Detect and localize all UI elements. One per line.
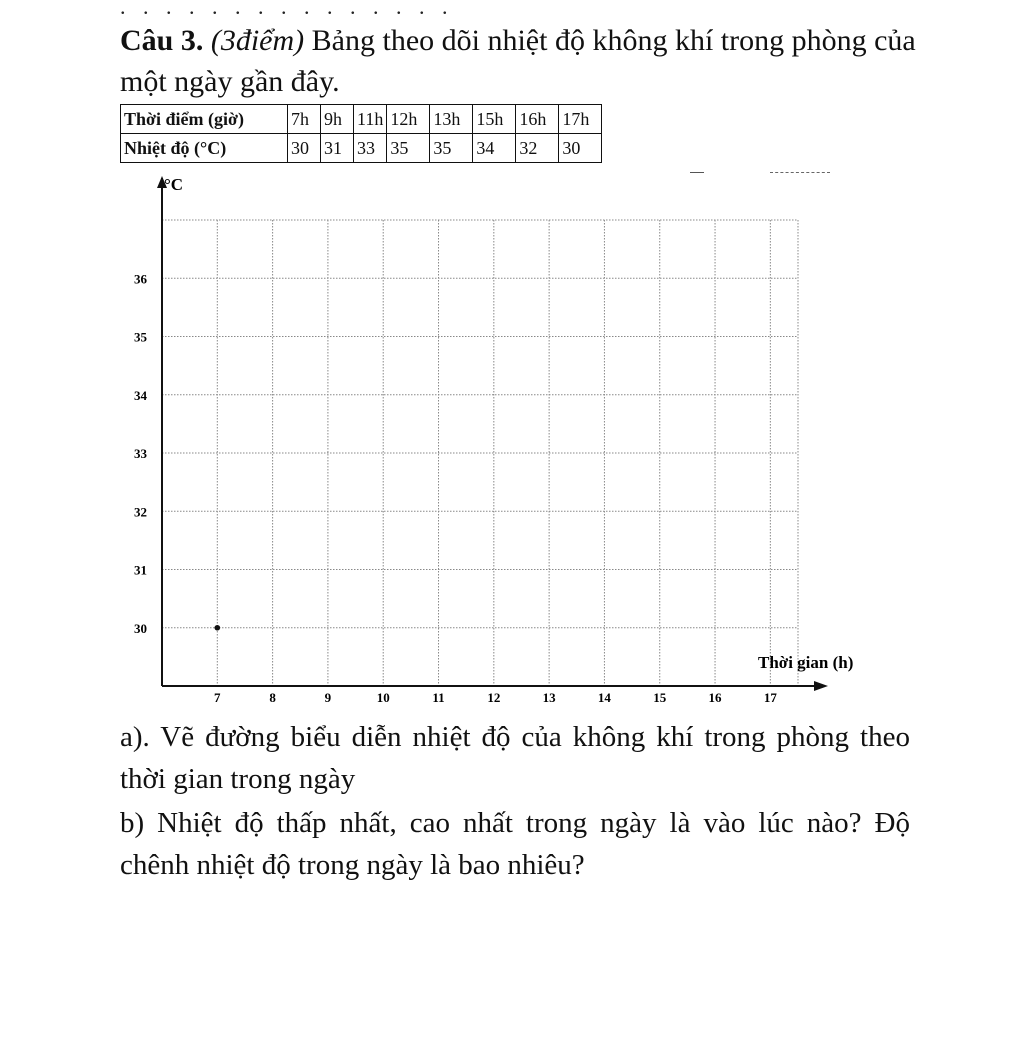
- y-tick-label: 34: [134, 387, 147, 403]
- time-cell: 11h: [354, 105, 387, 134]
- question-points: (3điểm): [210, 24, 305, 57]
- y-tick-label: 36: [134, 271, 147, 287]
- x-tick-label: 13: [542, 690, 556, 705]
- temp-cell: 30: [288, 134, 321, 163]
- temp-cell: 32: [516, 134, 559, 163]
- time-cell: 12h: [387, 105, 430, 134]
- question-text: Bảng theo dõi nhiệt độ không khí trong phòng của một ngày gần đây.: [120, 24, 916, 98]
- x-tick-label: 14: [597, 690, 611, 705]
- x-tick-label: 10: [376, 690, 390, 705]
- chart-ticks: [134, 271, 777, 705]
- x-axis-arrow: [814, 681, 828, 691]
- x-tick-label: 12: [487, 690, 501, 705]
- chart-axes: [157, 176, 828, 691]
- decorative-dots: . . . . . . . . . . . . . . .: [120, 0, 454, 19]
- question-number: Câu 3.: [120, 24, 204, 57]
- task-b: b) Nhiệt độ thấp nhất, cao nhất trong ngày là vào lúc nào? Độ chênh nhiệt độ trong ngày là bao nhiêu?: [120, 807, 910, 881]
- temperature-table: [120, 104, 602, 163]
- time-cell: 15h: [473, 105, 516, 134]
- row-header-temp: Nhiệt độ (°C): [121, 134, 288, 163]
- y-tick-label: 32: [134, 504, 147, 520]
- y-tick-label: 31: [134, 562, 147, 578]
- x-tick-label: 16: [708, 690, 722, 705]
- task-a: a). Vẽ đường biểu diễn nhiệt độ của không khí trong phòng theo thời gian trong ngày: [120, 721, 910, 795]
- x-axis-label: Thời gian (h): [758, 653, 854, 672]
- temp-cell: 31: [321, 134, 354, 163]
- y-tick-label: 35: [134, 329, 147, 345]
- time-cell: 13h: [430, 105, 473, 134]
- x-tick-label: 9: [324, 690, 332, 705]
- row-header-time: Thời điểm (giờ): [121, 105, 288, 134]
- table-row-temps: [121, 134, 602, 163]
- time-cell: 16h: [516, 105, 559, 134]
- y-axis-label: °C: [164, 175, 184, 194]
- data-point: [215, 625, 221, 631]
- x-tick-label: 7: [214, 690, 221, 705]
- temp-cell: 33: [354, 134, 387, 163]
- temp-cell: 34: [473, 134, 516, 163]
- temp-cell: 35: [387, 134, 430, 163]
- x-tick-label: 8: [269, 690, 276, 705]
- x-tick-label: 15: [653, 690, 667, 705]
- y-tick-label: 33: [134, 446, 147, 461]
- time-cell: 17h: [559, 105, 602, 134]
- x-tick-label: 11: [432, 690, 445, 705]
- temp-cell: 30: [559, 134, 602, 163]
- table-row-times: [121, 105, 602, 134]
- chart-grid: [162, 220, 798, 686]
- chart-points: [215, 625, 221, 631]
- temp-cell: 35: [430, 134, 473, 163]
- y-tick-label: 30: [134, 620, 147, 636]
- x-tick-label: 17: [763, 690, 777, 705]
- temperature-chart: [0, 160, 1024, 720]
- question-header: [120, 20, 920, 102]
- time-cell: 7h: [288, 105, 321, 134]
- time-cell: 9h: [321, 105, 354, 134]
